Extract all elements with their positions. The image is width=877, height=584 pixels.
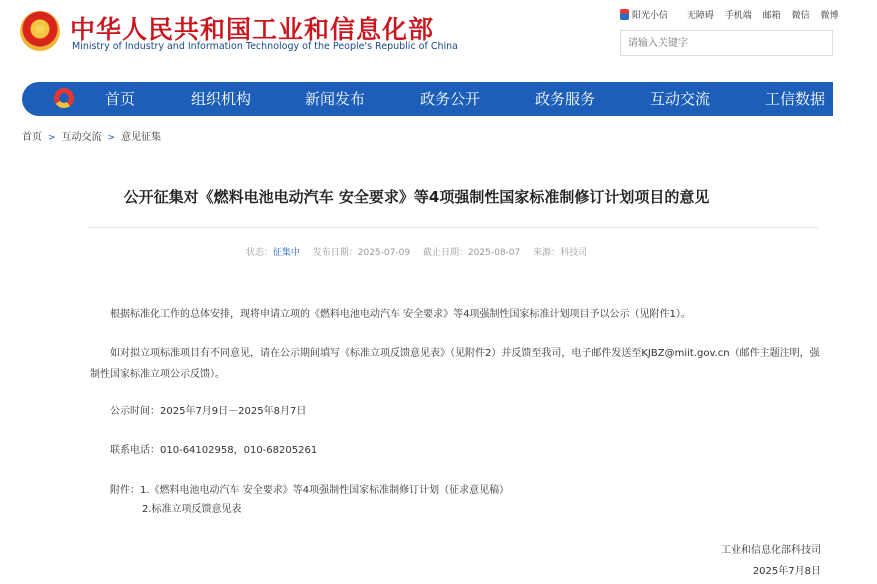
nav-item-interaction[interactable]: 互动交流 xyxy=(650,90,711,108)
title-divider xyxy=(88,227,818,228)
attachment-link-1[interactable]: 1.《燃料电池电动汽车 安全要求》等4项强制性国家标准制修订计划（征求意见稿） xyxy=(140,485,510,496)
nav-item-data[interactable]: 工信数据 xyxy=(765,90,826,108)
search-box xyxy=(620,30,833,56)
top-link-accessibility[interactable]: 无障碍 xyxy=(686,11,714,21)
source-label: 来源： xyxy=(533,248,561,258)
deadline-label: 截止日期： xyxy=(422,248,468,258)
attachment-link-2[interactable]: 2.标准立项反馈意见表 xyxy=(142,504,242,515)
nav-item-government-affairs[interactable]: 政务公开 xyxy=(420,90,481,108)
nav-item-organization[interactable]: 组织机构 xyxy=(191,90,252,108)
nav-item-government-services[interactable]: 政务服务 xyxy=(535,90,596,108)
site-subtitle: Ministry of Industry and Information Technology of the People's Republic of China xyxy=(72,41,458,52)
breadcrumb xyxy=(22,128,161,143)
attachment-item-2 xyxy=(142,499,877,520)
breadcrumb-home[interactable]: 首页 xyxy=(22,132,42,143)
top-link-mail[interactable]: 邮箱 xyxy=(762,11,781,21)
national-emblem-icon[interactable] xyxy=(20,11,60,51)
sunshine-icon xyxy=(620,9,629,20)
deadline-date: 2025-08-07 xyxy=(467,248,521,258)
miit-logo-icon xyxy=(54,88,74,108)
site-title[interactable]: 中华人民共和国工业和信息化部 xyxy=(70,15,435,44)
top-link-weibo[interactable]: 微博 xyxy=(820,11,839,21)
chevron-right-icon: > xyxy=(48,133,56,143)
attachment-list xyxy=(110,480,845,501)
top-link-mobile[interactable]: 手机端 xyxy=(724,11,752,21)
paragraph-intro: 根据标准化工作的总体安排，现将申请立项的《燃料电池电动汽车 安全要求》等4项强制性国家标准计划项目予以公示（见附件1）。 xyxy=(110,309,691,320)
top-link-wechat[interactable]: 微信 xyxy=(791,11,810,21)
chevron-right-icon: > xyxy=(107,133,116,143)
attachments-label: 附件： xyxy=(110,485,140,496)
top-link-sunshine[interactable]: 阳光小信 xyxy=(620,11,676,21)
publish-label: 发布日期： xyxy=(312,248,358,258)
status-badge: 征集中 xyxy=(272,248,300,258)
breadcrumb-interaction[interactable]: 互动交流 xyxy=(61,132,102,143)
signature-date: 2025年7月8日 xyxy=(752,566,821,577)
paragraph-period: 公示时间：2025年7月9日－2025年8月7日 xyxy=(110,406,307,417)
paragraph-contact: 联系电话：010-64102958，010-68205261 xyxy=(110,445,318,456)
article-title: 公开征集对《燃料电池电动汽车 安全要求》等4项强制性国家标准制修订计划项目的意见 xyxy=(123,188,710,206)
search-input[interactable] xyxy=(626,32,830,56)
main-nav xyxy=(22,82,833,116)
nav-item-news[interactable]: 新闻发布 xyxy=(305,90,366,108)
top-links xyxy=(620,8,846,21)
breadcrumb-current[interactable]: 意见征集 xyxy=(121,132,162,143)
nav-item-home[interactable]: 首页 xyxy=(105,90,136,108)
status-label: 状态： xyxy=(245,248,273,258)
signature-org: 工业和信息化部科技司 xyxy=(721,545,821,556)
paragraph-feedback: 如对拟立项标准项目有不同意见，请在公示期间填写《标准立项反馈意见表》（见附件2）并反馈至我司，电子邮件发送至KJBZ@miit.gov.cn（邮件主题注明，强制性国家标准立项公示反馈）。 xyxy=(90,348,820,380)
article-meta xyxy=(0,245,833,258)
publish-date: 2025-07-09 xyxy=(357,248,411,258)
source-value: 科技司 xyxy=(560,248,588,258)
site-header xyxy=(0,0,839,80)
